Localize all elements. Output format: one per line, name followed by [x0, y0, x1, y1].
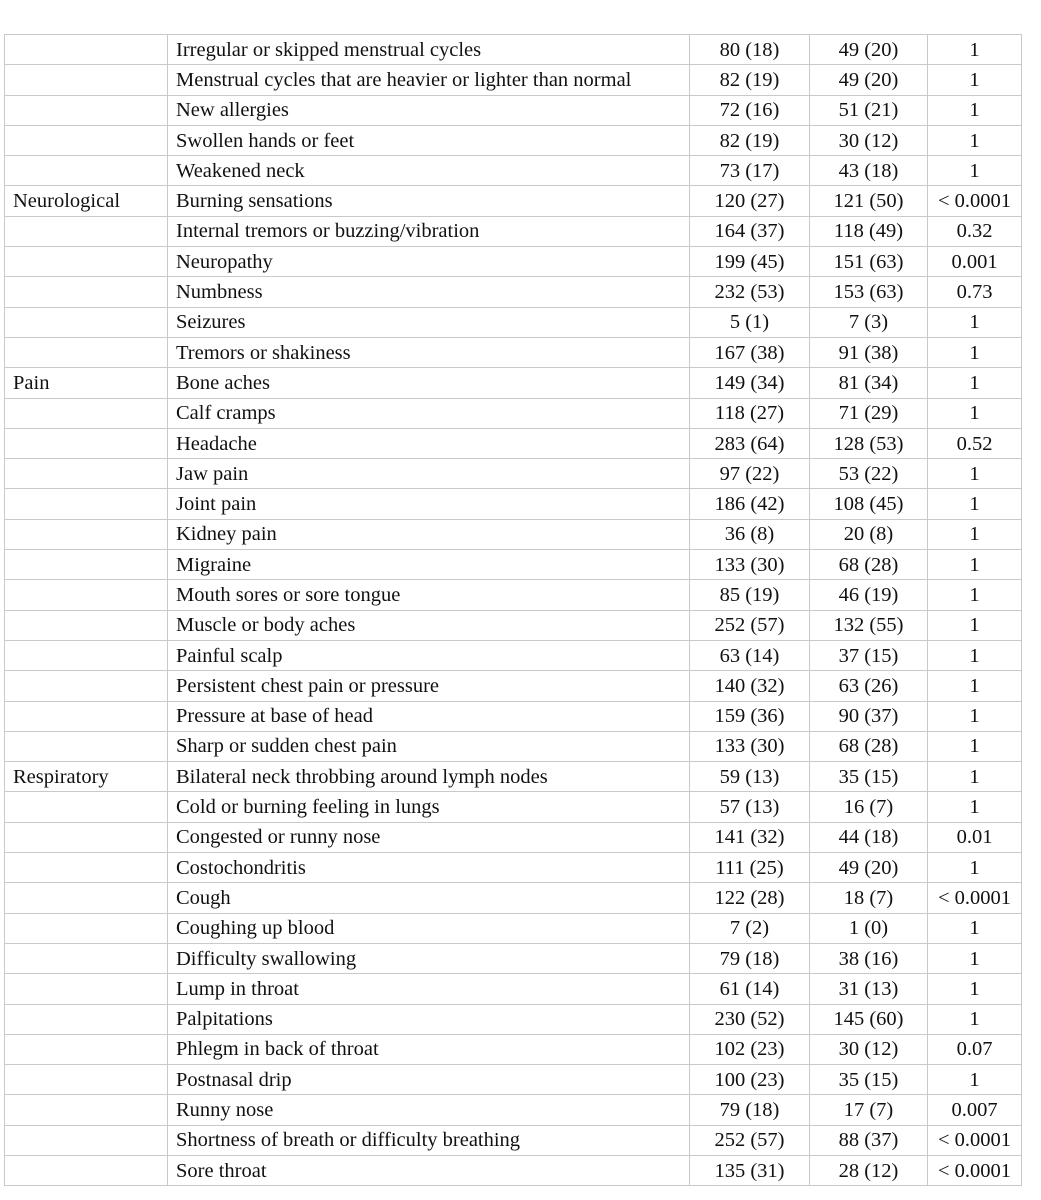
category-cell [5, 792, 168, 822]
group1-count-cell: 118 (27) [690, 398, 810, 428]
category-cell [5, 277, 168, 307]
p-value-cell: 1 [928, 307, 1022, 337]
p-value-cell: 1 [928, 337, 1022, 367]
table-row [5, 1065, 1022, 1095]
table-row [5, 550, 1022, 580]
group1-count-cell: 100 (23) [690, 1065, 810, 1095]
group2-count-cell: 128 (53) [810, 428, 928, 458]
category-cell [5, 701, 168, 731]
symptom-table [4, 34, 1022, 1186]
group2-count-cell: 151 (63) [810, 247, 928, 277]
table-row [5, 943, 1022, 973]
symptom-cell: Coughing up blood [168, 913, 690, 943]
group2-count-cell: 53 (22) [810, 459, 928, 489]
symptom-cell: Weakened neck [168, 156, 690, 186]
group1-count-cell: 111 (25) [690, 853, 810, 883]
group2-count-cell: 28 (12) [810, 1155, 928, 1185]
symptom-cell: Joint pain [168, 489, 690, 519]
group2-count-cell: 43 (18) [810, 156, 928, 186]
p-value-cell: 1 [928, 913, 1022, 943]
category-cell [5, 125, 168, 155]
table-row [5, 519, 1022, 549]
category-cell [5, 1095, 168, 1125]
group1-count-cell: 283 (64) [690, 428, 810, 458]
p-value-cell: 1 [928, 640, 1022, 670]
symptom-cell: Pressure at base of head [168, 701, 690, 731]
symptom-cell: Sore throat [168, 1155, 690, 1185]
category-cell [5, 428, 168, 458]
table-row [5, 974, 1022, 1004]
table-row [5, 368, 1022, 398]
symptom-cell: Swollen hands or feet [168, 125, 690, 155]
table-row [5, 792, 1022, 822]
group2-count-cell: 35 (15) [810, 762, 928, 792]
group2-count-cell: 68 (28) [810, 550, 928, 580]
symptom-cell: Costochondritis [168, 853, 690, 883]
symptom-cell: Postnasal drip [168, 1065, 690, 1095]
category-cell [5, 974, 168, 1004]
group2-count-cell: 121 (50) [810, 186, 928, 216]
group1-count-cell: 199 (45) [690, 247, 810, 277]
table-row [5, 398, 1022, 428]
group1-count-cell: 186 (42) [690, 489, 810, 519]
p-value-cell: 0.07 [928, 1034, 1022, 1064]
group1-count-cell: 5 (1) [690, 307, 810, 337]
group1-count-cell: 140 (32) [690, 671, 810, 701]
symptom-cell: Mouth sores or sore tongue [168, 580, 690, 610]
category-cell [5, 913, 168, 943]
category-cell [5, 580, 168, 610]
table-row [5, 731, 1022, 761]
table-row [5, 640, 1022, 670]
table-row [5, 216, 1022, 246]
p-value-cell: < 0.0001 [928, 1125, 1022, 1155]
group1-count-cell: 167 (38) [690, 337, 810, 367]
p-value-cell: 1 [928, 398, 1022, 428]
category-cell [5, 610, 168, 640]
group2-count-cell: 38 (16) [810, 943, 928, 973]
category-cell [5, 1125, 168, 1155]
group2-count-cell: 35 (15) [810, 1065, 928, 1095]
symptom-cell: New allergies [168, 95, 690, 125]
category-cell [5, 1004, 168, 1034]
table-row [5, 65, 1022, 95]
group2-count-cell: 44 (18) [810, 822, 928, 852]
p-value-cell: 1 [928, 368, 1022, 398]
group2-count-cell: 7 (3) [810, 307, 928, 337]
p-value-cell: 1 [928, 701, 1022, 731]
table-row [5, 95, 1022, 125]
group1-count-cell: 7 (2) [690, 913, 810, 943]
group2-count-cell: 31 (13) [810, 974, 928, 1004]
p-value-cell: 0.32 [928, 216, 1022, 246]
table-row [5, 35, 1022, 65]
symptom-cell: Headache [168, 428, 690, 458]
symptom-cell: Tremors or shakiness [168, 337, 690, 367]
group1-count-cell: 72 (16) [690, 95, 810, 125]
group1-count-cell: 164 (37) [690, 216, 810, 246]
category-cell [5, 398, 168, 428]
symptom-cell: Jaw pain [168, 459, 690, 489]
group1-count-cell: 63 (14) [690, 640, 810, 670]
symptom-cell: Numbness [168, 277, 690, 307]
group2-count-cell: 132 (55) [810, 610, 928, 640]
p-value-cell: 1 [928, 580, 1022, 610]
category-cell: Respiratory [5, 762, 168, 792]
category-cell [5, 519, 168, 549]
category-cell [5, 156, 168, 186]
p-value-cell: 1 [928, 943, 1022, 973]
p-value-cell: 1 [928, 519, 1022, 549]
p-value-cell: 0.52 [928, 428, 1022, 458]
p-value-cell: 1 [928, 762, 1022, 792]
category-cell [5, 337, 168, 367]
symptom-cell: Menstrual cycles that are heavier or lighter than normal [168, 65, 690, 95]
table-row [5, 337, 1022, 367]
category-cell [5, 671, 168, 701]
group2-count-cell: 71 (29) [810, 398, 928, 428]
table-row [5, 1155, 1022, 1185]
group2-count-cell: 108 (45) [810, 489, 928, 519]
category-cell [5, 731, 168, 761]
category-cell: Neurological [5, 186, 168, 216]
category-cell [5, 822, 168, 852]
p-value-cell: 1 [928, 1004, 1022, 1034]
p-value-cell: 1 [928, 792, 1022, 822]
group1-count-cell: 79 (18) [690, 1095, 810, 1125]
group2-count-cell: 118 (49) [810, 216, 928, 246]
p-value-cell: 1 [928, 95, 1022, 125]
group1-count-cell: 82 (19) [690, 65, 810, 95]
group1-count-cell: 79 (18) [690, 943, 810, 973]
group2-count-cell: 16 (7) [810, 792, 928, 822]
group2-count-cell: 145 (60) [810, 1004, 928, 1034]
group2-count-cell: 88 (37) [810, 1125, 928, 1155]
symptom-cell: Calf cramps [168, 398, 690, 428]
p-value-cell: 0.73 [928, 277, 1022, 307]
category-cell [5, 550, 168, 580]
group2-count-cell: 30 (12) [810, 1034, 928, 1064]
table-row [5, 277, 1022, 307]
symptom-cell: Lump in throat [168, 974, 690, 1004]
p-value-cell: 1 [928, 610, 1022, 640]
category-cell [5, 853, 168, 883]
category-cell [5, 216, 168, 246]
category-cell [5, 307, 168, 337]
p-value-cell: 0.001 [928, 247, 1022, 277]
p-value-cell: 1 [928, 550, 1022, 580]
group1-count-cell: 36 (8) [690, 519, 810, 549]
category-cell [5, 247, 168, 277]
category-cell [5, 1034, 168, 1064]
group1-count-cell: 149 (34) [690, 368, 810, 398]
p-value-cell: < 0.0001 [928, 1155, 1022, 1185]
group2-count-cell: 153 (63) [810, 277, 928, 307]
symptom-cell: Sharp or sudden chest pain [168, 731, 690, 761]
category-cell [5, 1065, 168, 1095]
table-row [5, 489, 1022, 519]
table-row [5, 671, 1022, 701]
group2-count-cell: 17 (7) [810, 1095, 928, 1125]
group1-count-cell: 252 (57) [690, 610, 810, 640]
group2-count-cell: 37 (15) [810, 640, 928, 670]
symptom-cell: Internal tremors or buzzing/vibration [168, 216, 690, 246]
group2-count-cell: 68 (28) [810, 731, 928, 761]
table-row [5, 913, 1022, 943]
p-value-cell: 1 [928, 853, 1022, 883]
symptom-cell: Burning sensations [168, 186, 690, 216]
group2-count-cell: 91 (38) [810, 337, 928, 367]
group1-count-cell: 133 (30) [690, 731, 810, 761]
category-cell [5, 95, 168, 125]
table-row [5, 1034, 1022, 1064]
table-row [5, 883, 1022, 913]
table-row [5, 1125, 1022, 1155]
symptom-cell: Neuropathy [168, 247, 690, 277]
group1-count-cell: 141 (32) [690, 822, 810, 852]
p-value-cell: 1 [928, 489, 1022, 519]
symptom-cell: Kidney pain [168, 519, 690, 549]
table-row [5, 610, 1022, 640]
group1-count-cell: 97 (22) [690, 459, 810, 489]
category-cell [5, 883, 168, 913]
table-row [5, 762, 1022, 792]
group2-count-cell: 49 (20) [810, 853, 928, 883]
category-cell [5, 489, 168, 519]
table-row [5, 428, 1022, 458]
p-value-cell: < 0.0001 [928, 186, 1022, 216]
p-value-cell: 1 [928, 671, 1022, 701]
p-value-cell: 1 [928, 125, 1022, 155]
category-cell: Pain [5, 368, 168, 398]
p-value-cell: 1 [928, 156, 1022, 186]
symptom-table-body [5, 35, 1022, 1186]
category-cell [5, 65, 168, 95]
table-row [5, 307, 1022, 337]
group1-count-cell: 57 (13) [690, 792, 810, 822]
p-value-cell: < 0.0001 [928, 883, 1022, 913]
p-value-cell: 1 [928, 65, 1022, 95]
table-row [5, 247, 1022, 277]
p-value-cell: 0.01 [928, 822, 1022, 852]
symptom-cell: Bilateral neck throbbing around lymph nodes [168, 762, 690, 792]
p-value-cell: 1 [928, 974, 1022, 1004]
group1-count-cell: 85 (19) [690, 580, 810, 610]
group1-count-cell: 133 (30) [690, 550, 810, 580]
group2-count-cell: 30 (12) [810, 125, 928, 155]
symptom-table-container [4, 34, 1021, 1186]
symptom-cell: Muscle or body aches [168, 610, 690, 640]
group1-count-cell: 82 (19) [690, 125, 810, 155]
symptom-cell: Difficulty swallowing [168, 943, 690, 973]
table-row [5, 853, 1022, 883]
group2-count-cell: 63 (26) [810, 671, 928, 701]
group2-count-cell: 18 (7) [810, 883, 928, 913]
category-cell [5, 943, 168, 973]
group1-count-cell: 135 (31) [690, 1155, 810, 1185]
group1-count-cell: 59 (13) [690, 762, 810, 792]
group1-count-cell: 73 (17) [690, 156, 810, 186]
symptom-cell: Painful scalp [168, 640, 690, 670]
category-cell [5, 459, 168, 489]
group2-count-cell: 1 (0) [810, 913, 928, 943]
group2-count-cell: 49 (20) [810, 65, 928, 95]
symptom-cell: Irregular or skipped menstrual cycles [168, 35, 690, 65]
group2-count-cell: 90 (37) [810, 701, 928, 731]
symptom-cell: Palpitations [168, 1004, 690, 1034]
category-cell [5, 640, 168, 670]
group1-count-cell: 122 (28) [690, 883, 810, 913]
table-row [5, 125, 1022, 155]
p-value-cell: 0.007 [928, 1095, 1022, 1125]
symptom-cell: Persistent chest pain or pressure [168, 671, 690, 701]
symptom-cell: Runny nose [168, 1095, 690, 1125]
group1-count-cell: 252 (57) [690, 1125, 810, 1155]
group2-count-cell: 51 (21) [810, 95, 928, 125]
symptom-cell: Phlegm in back of throat [168, 1034, 690, 1064]
table-row [5, 1095, 1022, 1125]
group2-count-cell: 49 (20) [810, 35, 928, 65]
table-row [5, 580, 1022, 610]
table-row [5, 701, 1022, 731]
group2-count-cell: 20 (8) [810, 519, 928, 549]
table-row [5, 156, 1022, 186]
table-row [5, 822, 1022, 852]
category-cell [5, 1155, 168, 1185]
symptom-cell: Bone aches [168, 368, 690, 398]
p-value-cell: 1 [928, 35, 1022, 65]
group1-count-cell: 61 (14) [690, 974, 810, 1004]
table-row [5, 186, 1022, 216]
symptom-cell: Congested or runny nose [168, 822, 690, 852]
group1-count-cell: 80 (18) [690, 35, 810, 65]
symptom-cell: Shortness of breath or difficulty breathing [168, 1125, 690, 1155]
group1-count-cell: 159 (36) [690, 701, 810, 731]
p-value-cell: 1 [928, 731, 1022, 761]
symptom-cell: Seizures [168, 307, 690, 337]
group2-count-cell: 46 (19) [810, 580, 928, 610]
group2-count-cell: 81 (34) [810, 368, 928, 398]
group1-count-cell: 102 (23) [690, 1034, 810, 1064]
p-value-cell: 1 [928, 1065, 1022, 1095]
table-row [5, 459, 1022, 489]
category-cell [5, 35, 168, 65]
symptom-cell: Cold or burning feeling in lungs [168, 792, 690, 822]
table-row [5, 1004, 1022, 1034]
group1-count-cell: 120 (27) [690, 186, 810, 216]
symptom-cell: Migraine [168, 550, 690, 580]
group1-count-cell: 230 (52) [690, 1004, 810, 1034]
p-value-cell: 1 [928, 459, 1022, 489]
group1-count-cell: 232 (53) [690, 277, 810, 307]
symptom-cell: Cough [168, 883, 690, 913]
